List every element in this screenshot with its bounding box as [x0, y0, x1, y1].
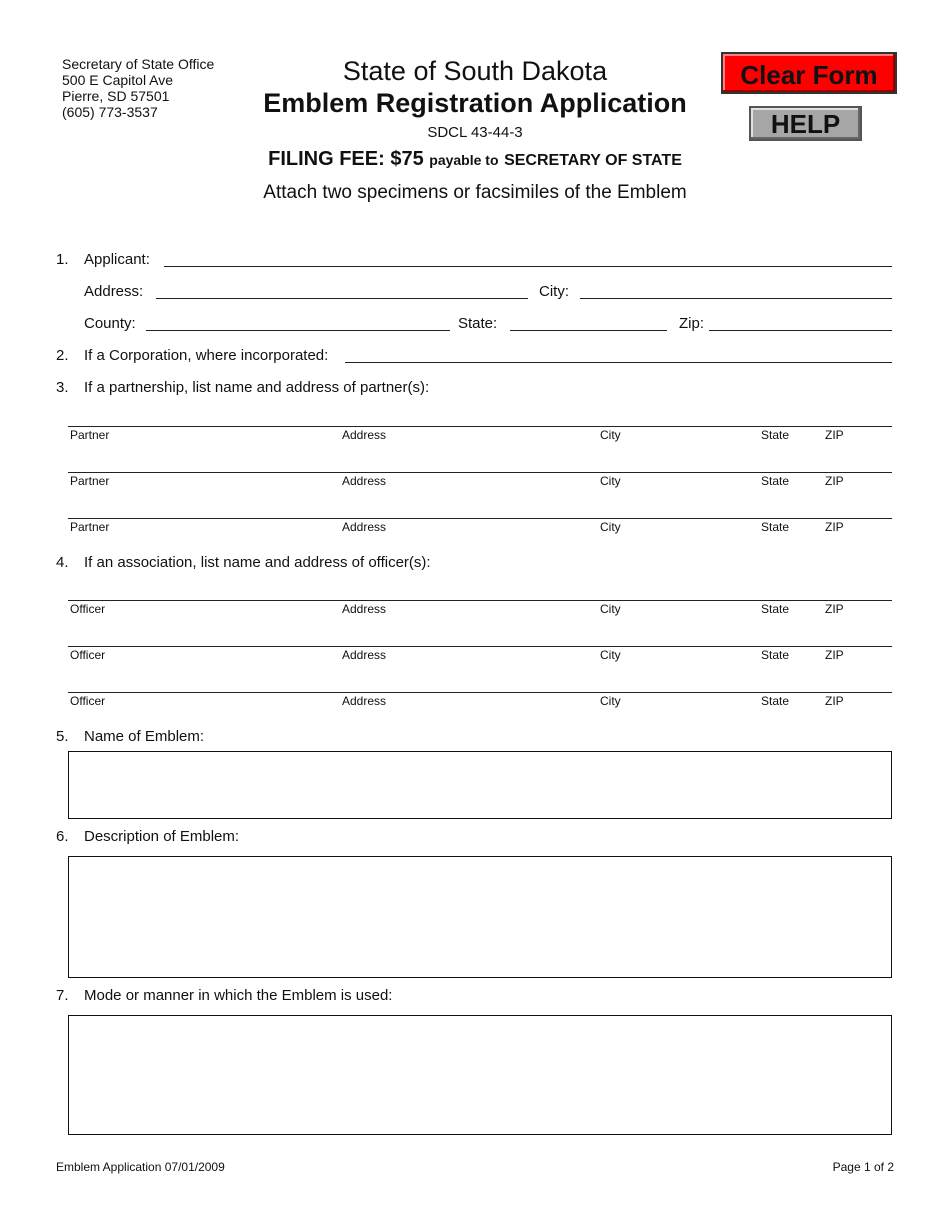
officer-1-name-label: Officer	[70, 602, 106, 616]
emblem-name-label: Name of Emblem:	[84, 728, 205, 745]
officer-1-input[interactable]	[70, 581, 890, 599]
partner-2-line	[68, 472, 892, 473]
applicant-line	[164, 266, 892, 267]
city-input[interactable]	[582, 280, 890, 298]
page-title: Emblem Registration Application	[263, 88, 687, 118]
form-identifier: Emblem Application 07/01/2009	[56, 1160, 225, 1174]
clear-form-button[interactable]: Clear Form	[721, 52, 897, 94]
officer-1-zip-label: ZIP	[825, 602, 844, 616]
officer-3-state-label: State	[761, 694, 790, 708]
q3-number: 3.	[56, 379, 69, 396]
office-city: Pierre, SD 57501	[62, 88, 170, 104]
emblem-usage-input[interactable]	[69, 1016, 891, 1134]
partner-2-input[interactable]	[70, 453, 890, 471]
emblem-usage-label: Mode or manner in which the Emblem is used:	[84, 987, 393, 1004]
officer-3-name-label: Officer	[70, 694, 106, 708]
officer-2-state-label: State	[761, 648, 790, 662]
partner-2-state-label: State	[761, 474, 790, 488]
state-label: State:	[458, 315, 498, 332]
officer-2-name-label: Officer	[70, 648, 106, 662]
office-name: Secretary of State Office	[62, 56, 215, 72]
incorporated-label: If a Corporation, where incorporated:	[84, 347, 329, 364]
partner-2-name-label: Partner	[70, 474, 110, 488]
officer-3-city-label: City	[600, 694, 621, 708]
partner-2-address-label: Address	[342, 474, 387, 488]
partner-1-city-label: City	[600, 428, 621, 442]
filing-fee-payee: SECRETARY OF STATE	[504, 152, 682, 169]
zip-input[interactable]	[711, 312, 890, 330]
partner-3-address-label: Address	[342, 520, 387, 534]
county-label: County:	[84, 315, 136, 332]
incorporated-input[interactable]	[347, 344, 890, 362]
q7-number: 7.	[56, 987, 69, 1004]
city-label: City:	[539, 283, 569, 300]
q6-number: 6.	[56, 828, 69, 845]
applicant-label: Applicant:	[84, 251, 150, 268]
state-input[interactable]	[512, 312, 665, 330]
partner-1-state-label: State	[761, 428, 790, 442]
filing-fee-payable: payable to	[429, 152, 499, 168]
partner-1-zip-label: ZIP	[825, 428, 844, 442]
statute-reference: SDCL 43-44-3	[427, 124, 523, 141]
state-line	[510, 330, 667, 331]
emblem-usage-box[interactable]	[68, 1015, 892, 1135]
officer-1-address-label: Address	[342, 602, 387, 616]
officer-3-zip-label: ZIP	[825, 694, 844, 708]
city-line	[580, 298, 892, 299]
state-heading: State of South Dakota	[342, 56, 608, 86]
partner-3-name-label: Partner	[70, 520, 110, 534]
partner-3-input[interactable]	[70, 499, 890, 517]
emblem-description-input[interactable]	[69, 857, 891, 977]
partner-1-line	[68, 426, 892, 427]
officer-3-input[interactable]	[70, 673, 890, 691]
zip-label: Zip:	[679, 315, 705, 332]
address-input[interactable]	[158, 280, 526, 298]
office-street: 500 E Capitol Ave	[62, 72, 174, 88]
emblem-name-input[interactable]	[69, 752, 891, 818]
partner-3-zip-label: ZIP	[825, 520, 844, 534]
q1-number: 1.	[56, 251, 69, 268]
officer-3-address-label: Address	[342, 694, 387, 708]
q5-number: 5.	[56, 728, 69, 745]
partner-1-input[interactable]	[70, 407, 890, 425]
partner-1-address-label: Address	[342, 428, 387, 442]
address-label: Address:	[84, 283, 144, 300]
filing-fee-amount: FILING FEE: $75	[268, 148, 424, 170]
partner-2-zip-label: ZIP	[825, 474, 844, 488]
page-number: Page 1 of 2	[832, 1160, 894, 1174]
q2-number: 2.	[56, 347, 69, 364]
officer-2-line	[68, 646, 892, 647]
partner-3-line	[68, 518, 892, 519]
q4-number: 4.	[56, 554, 69, 571]
officer-1-state-label: State	[761, 602, 790, 616]
partnership-label: If a partnership, list name and address of partner(s):	[84, 379, 430, 396]
officer-2-zip-label: ZIP	[825, 648, 844, 662]
applicant-input[interactable]	[166, 248, 890, 266]
partner-3-state-label: State	[761, 520, 790, 534]
emblem-name-box[interactable]	[68, 751, 892, 819]
emblem-description-label: Description of Emblem:	[84, 828, 240, 845]
officer-2-city-label: City	[600, 648, 621, 662]
officer-2-input[interactable]	[70, 627, 890, 645]
filing-fee	[0, 148, 950, 171]
attach-instruction: Attach two specimens or facsimiles of the Emblem	[263, 182, 687, 203]
partner-2-city-label: City	[600, 474, 621, 488]
county-input[interactable]	[148, 312, 448, 330]
office-phone: (605) 773-3537	[62, 104, 158, 120]
officer-1-line	[68, 600, 892, 601]
zip-line	[709, 330, 892, 331]
officer-2-address-label: Address	[342, 648, 387, 662]
help-button[interactable]: HELP	[749, 106, 862, 141]
incorporated-line	[345, 362, 892, 363]
officer-3-line	[68, 692, 892, 693]
partner-1-name-label: Partner	[70, 428, 110, 442]
address-line	[156, 298, 528, 299]
emblem-description-box[interactable]	[68, 856, 892, 978]
partner-3-city-label: City	[600, 520, 621, 534]
officer-1-city-label: City	[600, 602, 621, 616]
association-label: If an association, list name and address of officer(s):	[84, 554, 431, 571]
county-line	[146, 330, 450, 331]
